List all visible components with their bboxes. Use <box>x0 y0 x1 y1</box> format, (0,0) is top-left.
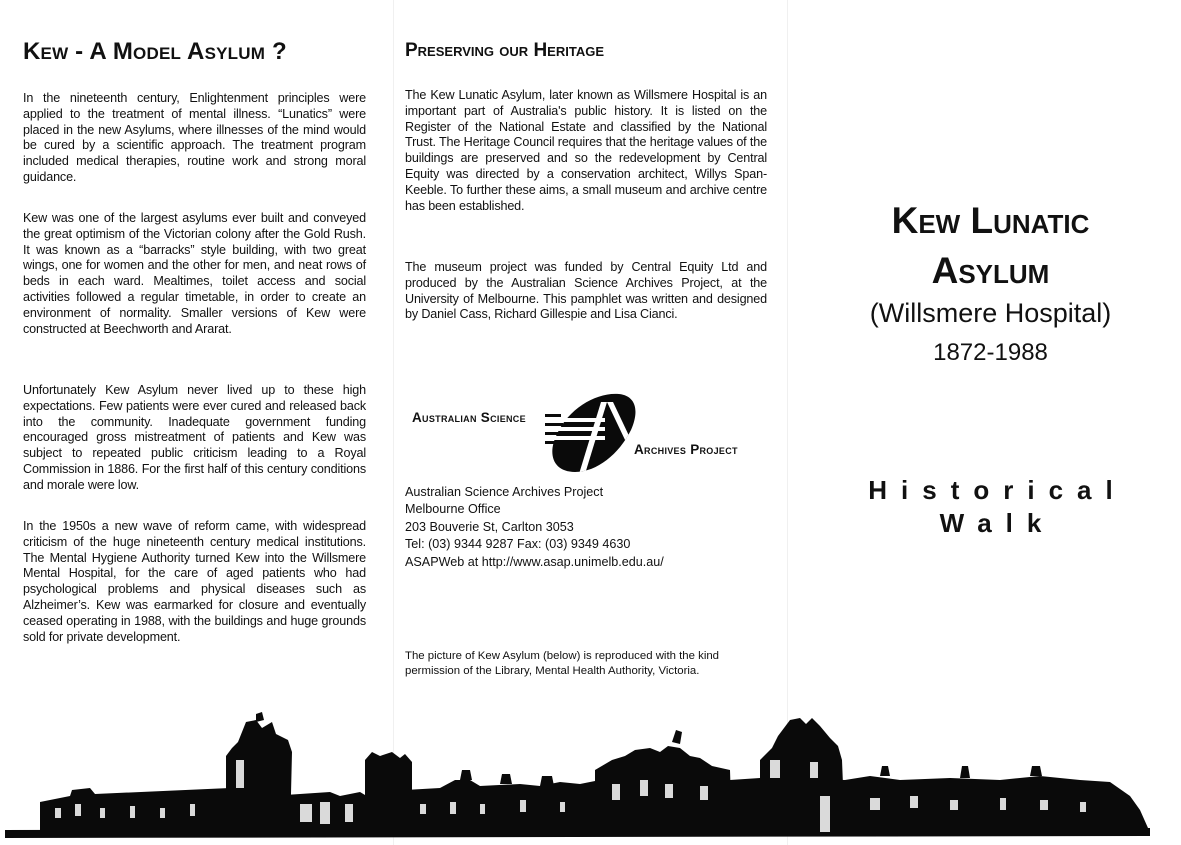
left-paragraph-2: Kew was one of the largest asylums ever built and conveyed the great optimism of the Victorian colony after the Gold Rush. It was known as a “barracks” style building, with two great wings, one for women and the other for men, and neat rows of beds in each ward. Mealtimes, toilet access and social activities followed a regular timetable, in order to create an environment of normality. Smaller versions of Kew were constructed at Beechworth and Ararat. <box>23 211 366 336</box>
cover-title-line2: Asylum <box>931 250 1050 291</box>
asylum-building-illustration <box>0 700 1181 845</box>
building-silhouette <box>5 712 1150 838</box>
address-org: Australian Science Archives Project <box>405 485 604 499</box>
contact-address <box>405 484 664 571</box>
asap-logo <box>405 390 767 475</box>
cover-title <box>800 196 1181 296</box>
left-paragraph-4: In the 1950s a new wave of reform came, with widespread criticism of the huge nineteenth century medical institutions. The Mental Hygiene Authority turned Kew into the Willsmere Mental Hospital, for the care of aged patients who had psychological problems and physical diseases such as Alzheimer’s. Kew was earmarked for closure and eventually ceased operating in 1988, with the buildings and huge grounds sold for private development. <box>23 519 366 644</box>
middle-paragraph-2: The museum project was funded by Central Equity Ltd and produced by the Australian Science Archives Project, at the University of Melbourne. This pamphlet was written and designed by Daniel Cass, Richard Gillespie and Lisa Cianci. <box>405 260 767 322</box>
cover-subtitle: (Willsmere Hospital) <box>869 298 1112 328</box>
address-street: 203 Bouverie St, Carlton 3053 <box>405 519 574 534</box>
asap-logo-icon <box>545 390 640 475</box>
left-paragraph-1: In the nineteenth century, Enlightenment principles were applied to the treatment of mental illness. “Lunatics” were placed in the new Asylums, where illnesses of the mind would be cured by a scientific approach. The treatment program included medical therapies, routine work and strong moral guidance. <box>23 91 366 184</box>
historical-walk-title <box>800 474 1181 540</box>
cover-title-line1: Kew Lunatic <box>891 200 1090 241</box>
walk-line2: Walk <box>939 508 1056 538</box>
left-paragraph-3: Unfortunately Kew Asylum never lived up to these high expectations. Few patients were ever cured and released back into the community. Inadequate government funding encouraged gross mistreatment of patients and Kew was subject to repeated public criticism leading to a Royal Commission in 1886. For the first half of this century conditions and morale were low. <box>23 383 366 492</box>
address-phone: Tel: (03) 9344 9287 Fax: (03) 9349 4630 <box>405 537 631 552</box>
cover-years: 1872-1988 <box>933 339 1048 366</box>
address-office: Melbourne Office <box>405 502 501 517</box>
walk-line1: Historical <box>868 475 1127 505</box>
logo-text-line2: Archives Project <box>634 442 738 457</box>
picture-credit: The picture of Kew Asylum (below) is reproduced with the kind permission of the Library, Mental Health Authority, Victoria. <box>405 650 720 677</box>
middle-panel-heading: Preserving our Heritage <box>405 40 604 61</box>
left-panel-heading: Kew - A Model Asylum ? <box>23 38 287 65</box>
middle-paragraph-1: The Kew Lunatic Asylum, later known as Willsmere Hospital is an important part of Australia's public history. It is listed on the Register of the National Estate and classified by the National Trust. The Heritage Council requires that the heritage values of the buildings are preserved and so the redevelopment by Central Equity was directed by a conservation architect, Willys Span-Keeble. To further these aims, a small museum and archive centre has been established. <box>405 88 767 213</box>
logo-text-line1: Australian Science <box>412 410 526 425</box>
address-web[interactable]: ASAPWeb at http://www.asap.unimelb.edu.au/ <box>405 554 664 569</box>
